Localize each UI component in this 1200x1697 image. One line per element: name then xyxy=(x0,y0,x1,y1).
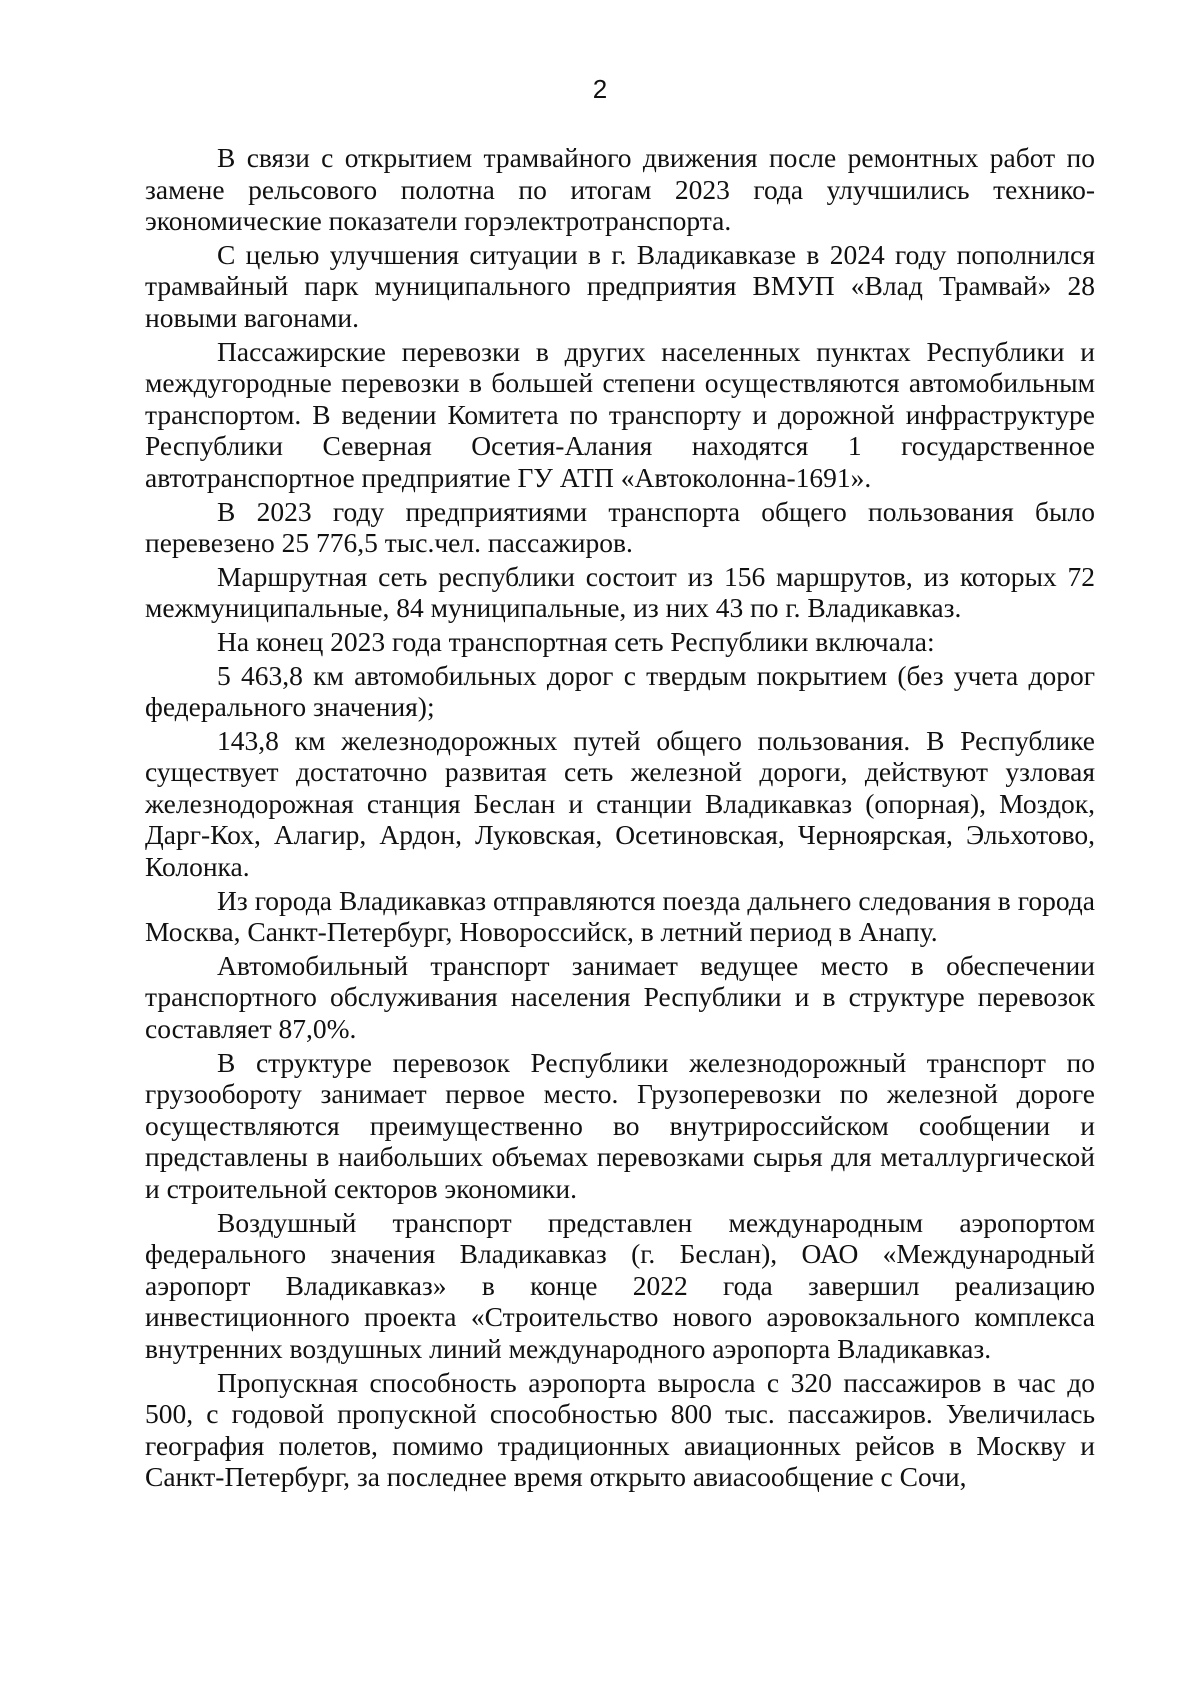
page-number: 2 xyxy=(592,74,608,104)
paragraph-transport-network-intro: На конец 2023 года транспортная сеть Республики включала: xyxy=(217,625,935,657)
paragraph-airport-capacity: Пропускная способность аэропорта выросла с 320 пассажиров в час до 500, с годовой пропускной способностью 800 тыс. пассажиров. Увеличилась география полетов, помимо традиционных авиационных рейсов в Москву и Санкт-Петербург, за последнее время открыто авиасообщение с Сочи, xyxy=(145,1366,1095,1493)
paragraph-passenger-transport: Пассажирские перевозки в других населенных пунктах Республики и междугородные перевозки в большей степени осуществляются автомобильным транспортом. В ведении Комитета по транспорту и дорожной инфраструктуре Республики Северная Осетия-Алания находятся 1 государственное автотранспортное предприятие ГУ АТП «Автоколонна-1691». xyxy=(145,335,1095,493)
paragraph-air-transport: Воздушный транспорт представлен международным аэропортом федерального значения Владикавказ (г. Беслан), ОАО «Международный аэропорт Владикавказ» в конце 2022 года завершил реализацию инвестиционного проекта «Строительство нового аэровокзального комплекса внутренних воздушных линий международного аэропорта Владикавказ. xyxy=(145,1206,1095,1364)
paragraph-long-distance-trains: Из города Владикавказ отправляются поезда дальнего следования в города Москва, Санкт-Петербург, Новороссийск, в летний период в Анапу. xyxy=(145,884,1095,948)
paragraph-road-transport-share: Автомобильный транспорт занимает ведущее место в обеспечении транспортного обслуживания населения Республики и в структуре перевозок составляет 87,0%. xyxy=(145,949,1095,1045)
paragraph-railways: 143,8 км железнодорожных путей общего пользования. В Республике существует достаточно развитая сеть железной дороги, действуют узловая железнодорожная станция Беслан и станции Владикавказ (опорная), Моздок, Дарг-Кох, Алагир, Ардон, Луковская, Осетиновская, Черноярская, Эльхотово, Колонка. xyxy=(145,724,1095,883)
paragraph-route-network: Маршрутная сеть республики состоит из 156 маршрутов, из которых 72 межмуниципальные, 84 муниципальные, из них 43 по г. Владикавказ. xyxy=(145,560,1095,624)
paragraph-tram-repairs: В связи с открытием трамвайного движения после ремонтных работ по замене рельсового полотна по итогам 2023 года улучшились технико-экономические показатели горэлектротранспорта. xyxy=(145,142,1095,237)
paragraph-rail-freight: В структуре перевозок Республики железнодорожный транспорт по грузообороту занимает первое место. Грузоперевозки по железной дороге осуществляются преимущественно во внутрироссийском сообщении и представлены в наибольших объемах перевозками сырья для металлургической и строительной секторов экономики. xyxy=(145,1046,1095,1204)
document-body xyxy=(145,142,1095,1495)
paragraph-roads: 5 463,8 км автомобильных дорог с твердым покрытием (без учета дорог федерального значения); xyxy=(145,659,1095,723)
paragraph-passengers-2023: В 2023 году предприятиями транспорта общего пользования было перевезено 25 776,5 тыс.чел. пассажиров. xyxy=(145,495,1095,559)
paragraph-tram-fleet: С целью улучшения ситуации в г. Владикавказе в 2024 году пополнился трамвайный парк муниципального предприятия ВМУП «Влад Трамвай» 28 новыми вагонами. xyxy=(145,238,1095,333)
